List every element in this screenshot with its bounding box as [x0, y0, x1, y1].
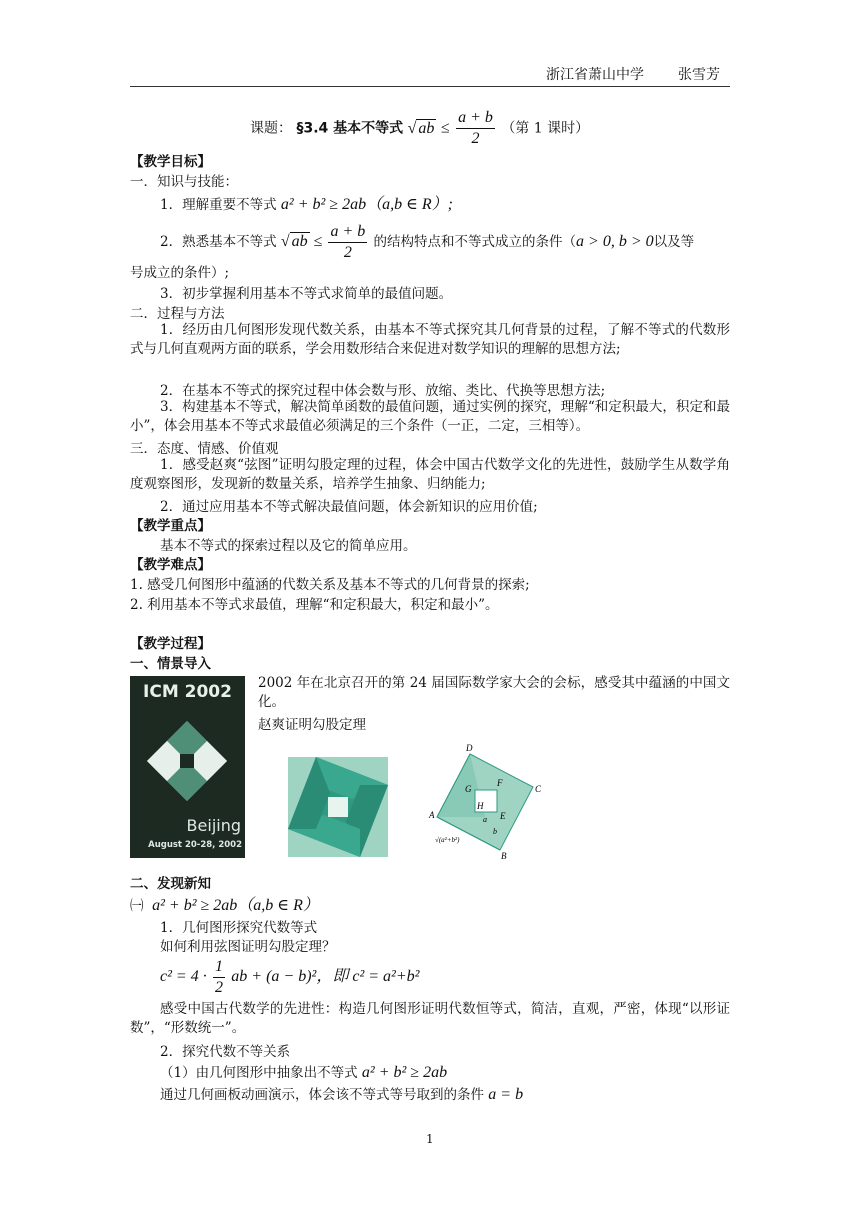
goals-s1-2: 2．熟悉基本不等式 √ ab ≤ $\frac{a + b}{2}$ 的结构特点和不等式成立的条件（a > 0, b > 0以及等 [160, 223, 695, 261]
svg-text:B: B [501, 851, 507, 861]
item2: 2．探究代数不等关系 [160, 1044, 291, 1060]
goals-s1-2-cont: 号成立的条件）; [130, 265, 230, 281]
process-part2: 二、发现新知 [130, 876, 211, 892]
logo-pinwheel-icon [142, 716, 232, 806]
process-intro: 2002 年在北京召开的第 24 届国际数学家大会的会标，感受其中蕴涵的中国文化。 [258, 675, 730, 710]
goals-s3-1: 1．感受赵爽“弦图”证明勾股定理的过程，体会中国古代数学文化的先进性，鼓励学生从数学角度观察图形，发现新的数量关系，培养学生抽象、归纳能力; [130, 457, 730, 492]
logo-city: Beijing [186, 816, 241, 835]
title-prefix: 课题： [250, 120, 292, 137]
svg-text:H: H [477, 801, 484, 811]
logo-date: August 20-28, 2002 [148, 840, 242, 850]
item1: 1．几何图形探究代数等式 [160, 920, 318, 936]
goals-s2-2: 2．在基本不等式的探究过程中体会数与形、放缩、类比、代换等思想方法; [160, 383, 606, 399]
title-leq: ≤ [440, 119, 450, 137]
page-number: 1 [426, 1132, 434, 1146]
goals-s1: 一．知识与技能： [130, 174, 238, 190]
goals-s1-3: 3．初步掌握利用基本不等式求简单的最值问题。 [160, 286, 453, 302]
item2-1: （1）由几何图形中抽象出不等式 a² + b² ≥ 2ab [160, 1064, 448, 1081]
title-section: §3.4 基本不等式 [296, 120, 404, 137]
svg-text:b: b [493, 827, 497, 836]
key-text: 基本不等式的探索过程以及它的简单应用。 [160, 538, 417, 554]
svg-text:E: E [500, 811, 506, 821]
svg-text:√(a²+b²): √(a²+b²) [435, 836, 460, 844]
header-rule [130, 86, 730, 87]
header-author: 张雪芳 [678, 67, 720, 83]
svg-text:A: A [429, 810, 435, 820]
svg-text:D: D [466, 743, 473, 753]
goals-s2: 二．过程与方法 [130, 306, 225, 322]
header-school: 浙江省萧山中学 [546, 67, 644, 83]
logo-title: ICM 2002 [143, 682, 232, 702]
process-zhao: 赵爽证明勾股定理 [258, 717, 366, 733]
sub1-heading: ㈠ a² + b² ≥ 2ab（a,b ∈ R） [130, 897, 319, 914]
goals-s2-3: 3．构建基本不等式，解决简单函数的最值问题，通过实例的探究，理解“和定积最大，积定和最小”，体会用基本不等式求最值必须满足的三个条件（一正，二定，三相等）。 [130, 399, 730, 434]
svg-text:C: C [535, 784, 542, 794]
difficult-heading: 【教学难点】 [130, 557, 211, 573]
item1-question: 如何利用弦图证明勾股定理？ [160, 939, 336, 955]
goals-s2-1: 1．经历由几何图形发现代数关系，由基本不等式探究其几何背景的过程，了解不等式的代数形式与几何直观两方面的联系，学会用数形结合来促进对数学知识的理解的思想方法; [130, 322, 730, 357]
page-title [250, 108, 589, 149]
title-sqrt: √ ab [407, 119, 435, 137]
process-part1: 一、情景导入 [130, 656, 211, 672]
item2-2: 通过几何画板动画演示，体会该不等式等号取到的条件 a = b [160, 1086, 524, 1103]
title-fraction: $\frac{a + b}{2}$ [458, 109, 493, 147]
svg-text:G: G [465, 784, 472, 794]
goals-heading: 【教学目标】 [130, 154, 211, 170]
difficult-1: 1. 感受几何图形中蕴涵的代数关系及基本不等式的几何背景的探索; [130, 577, 530, 593]
process-heading: 【教学过程】 [130, 636, 211, 652]
svg-text:a: a [483, 815, 487, 824]
goals-s1-1: 1．理解重要不等式 a² + b² ≥ 2ab（a,b ∈ R）; [160, 196, 454, 213]
goals-s3: 三．态度、情感、价值观 [130, 441, 279, 457]
icm-logo-image [130, 676, 245, 858]
culture-text: 感受中国古代数学的先进性：构造几何图形证明代数恒等式，简洁，直观，严密，体现“以形证数”，“形数统一”。 [130, 1001, 730, 1036]
pythagoras-equation: c² = 4 · $\frac{1}{2}$ ab + (a − b)²，即 c² = a²+b² [160, 958, 420, 996]
square-diagram-image [288, 757, 388, 857]
svg-text:F: F [497, 778, 503, 788]
key-heading: 【教学重点】 [130, 518, 211, 534]
title-suffix: （第 1 课时） [501, 120, 590, 137]
zhao-diagram-image [425, 742, 550, 862]
goals-s3-2: 2．通过应用基本不等式解决最值问题，体会新知识的应用价值; [160, 499, 538, 515]
difficult-2: 2. 利用基本不等式求最值，理解“和定积最大，积定和最小”。 [130, 597, 499, 613]
